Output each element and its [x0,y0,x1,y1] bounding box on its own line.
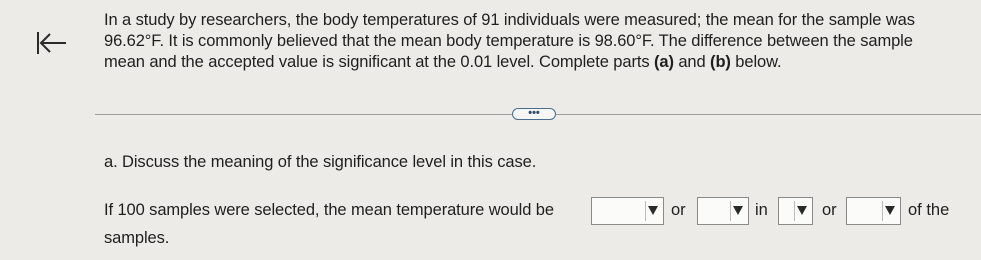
part-b-reference: (b) [710,53,731,71]
arrow-left-to-bar-icon [30,28,70,60]
problem-line-3-text: mean and the accepted value is significant at the 0.01 level. Complete parts [104,53,654,71]
part-a-question: a. Discuss the meaning of the significance level in this case. [104,153,537,171]
more-button[interactable]: ••• [512,108,556,120]
chevron-down-icon [797,206,807,215]
problem-statement [104,10,974,73]
dropdown-3[interactable] [778,197,813,225]
or-word-2: or [822,201,837,219]
chevron-down-icon [648,206,658,215]
dropdown-2[interactable] [697,197,749,225]
problem-line-2: 96.62°F. It is commonly believed that the mean body temperature is 98.60°F. The difference between the sample [104,32,913,50]
dropdown-4-separator [882,201,883,221]
or-word-1: or [671,201,686,219]
of-the-word: of the [908,201,950,219]
chevron-down-icon [885,206,895,215]
chevron-down-icon [733,206,743,215]
dropdown-1-separator [645,201,646,221]
in-word: in [755,201,768,219]
problem-line-3-end: below. [730,53,782,71]
answer-prefix: If 100 samples were selected, the mean temperature would be [104,201,554,219]
answer-suffix: samples. [104,229,170,247]
and-text: and [673,53,711,71]
problem-line-3 [104,52,974,73]
problem-line-1: In a study by researchers, the body temperatures of 91 individuals were measured; the mean for the sample was [104,11,915,29]
back-button[interactable] [30,28,70,60]
part-a-reference: (a) [653,53,674,71]
dropdown-4[interactable] [846,197,901,225]
dropdown-2-separator [730,201,731,221]
dropdown-1[interactable] [591,197,664,225]
dropdown-3-separator [794,201,795,221]
